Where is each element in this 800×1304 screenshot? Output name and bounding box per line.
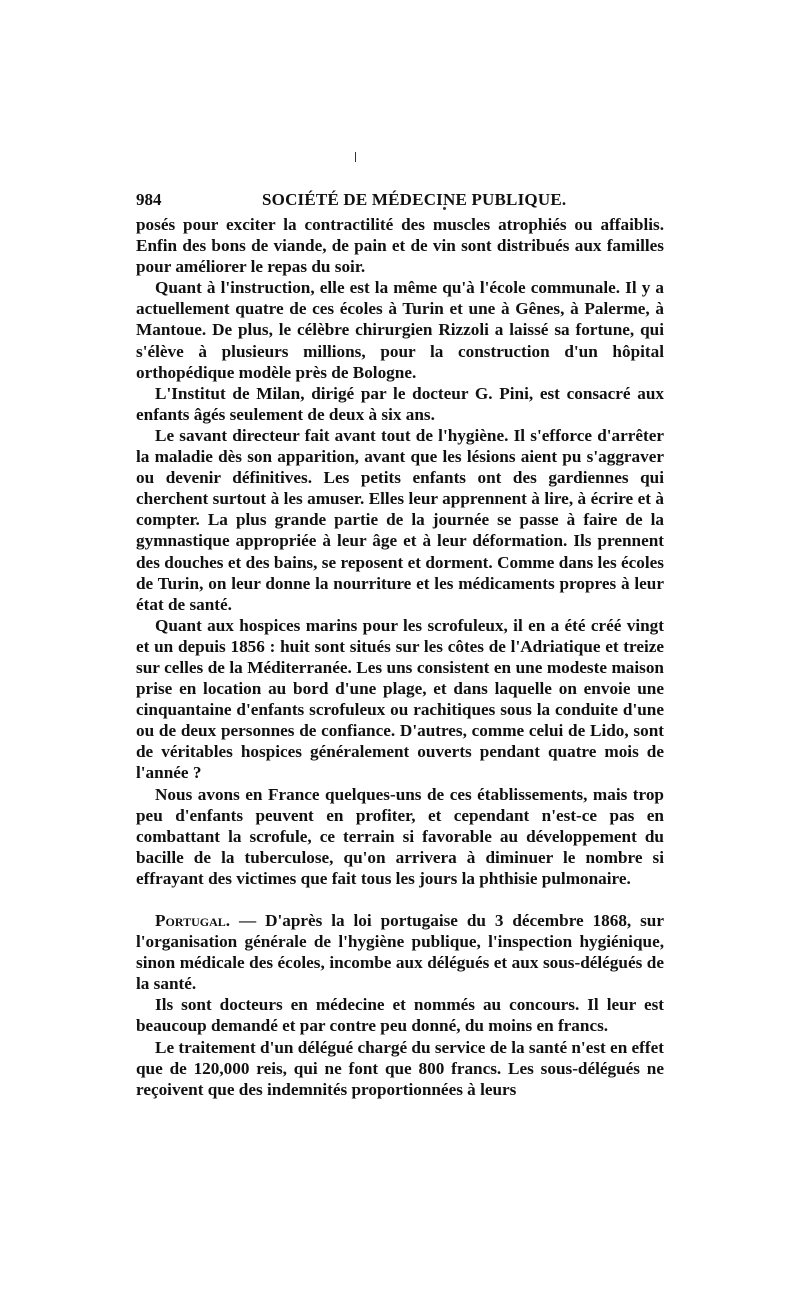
paragraph: Quant à l'instruction, elle est la même qu'à l'école communale. Il y a actuellement quatre de ces écoles à Turin et une à Gênes, à Palerme, à Mantoue. De plus, le célèbre chirurgien Rizzoli a laissé sa fortune, qui s'élève à plusieurs millions, pour la construction d'un hôpital orthopédique modèle près de Bologne. xyxy=(136,278,664,382)
running-header xyxy=(136,188,666,212)
running-title: SOCIÉTÉ DE MÉDECINE PUBLIQUE. xyxy=(262,190,567,209)
paragraph: Nous avons en France quelques-uns de ces établissements, mais trop peu d'enfants peuvent en profiter, et cependant n'est-ce pas en combattant la scrofule, ce terrain si favorable au développement du bacille de la tuberculose, qu'on arrivera à diminuer le nombre si effrayant des victimes que fait tous les jours la phthisie pulmonaire. xyxy=(136,784,664,888)
paragraph: Le savant directeur fait avant tout de l'hygiène. Il s'efforce d'arrêter la maladie dès son apparition, avant que les lésions aient pu s'aggraver ou devenir définitives. Les petits enfants ont des gardiennes qui cherchent surtout à les amuser. Elles leur apprennent à lire, à écrire et à compter. La plus grande partie de la journée se passe à faire de la gymnastique appropriée à leur âge et à leur déformation. Ils prennent des douches et des bains, se reposent et dorment. Comme dans les écoles de Turin, on leur donne la nourriture et les médicaments propres à leur état de santé. xyxy=(136,425,664,614)
paragraph-text: — D'après la loi portugaise du 3 décembre 1868, sur l'organisation générale de l'hygiène publique, l'inspection hygiénique, sinon médicale des écoles, incombe aux délégués et aux sous-délégués de la santé. xyxy=(136,911,664,994)
ink-speck xyxy=(355,152,356,162)
paragraph: posés pour exciter la contractilité des muscles atrophiés ou affaiblis. Enfin des bons de viande, de pain et de vin sont distribués aux familles pour améliorer le repas du soir. xyxy=(136,215,664,277)
section-paragraph-portugal xyxy=(136,910,664,994)
paragraph: L'Institut de Milan, dirigé par le docteur G. Pini, est consacré aux enfants âgés seulement de deux à six ans. xyxy=(136,383,664,424)
page-number: 984 xyxy=(136,190,162,209)
paragraph: Le traitement d'un délégué chargé du service de la santé n'est en effet que de 120,000 reis, qui ne font que 800 francs. Les sous-délégués ne reçoivent que des indemnités proportionnées à leurs xyxy=(136,1037,664,1099)
paragraph: Quant aux hospices marins pour les scrofuleux, il en a été créé vingt et un depuis 1856 : huit sont situés sur les côtes de l'Adriatique et treize sur celles de la Méditerranée. Les uns consistent en une modeste maison prise en location au bord d'une plage, et dans laquelle on envoie une cinquantaine d'enfants scrofuleux ou rachitiques sous la conduite d'une ou de deux personnes de confiance. D'autres, comme celui de Lido, sont de véritables hospices généralement ouverts pendant quatre mois de l'année ? xyxy=(136,615,664,783)
body-text xyxy=(136,214,664,1100)
section-lead: Portugal. xyxy=(155,911,231,930)
paragraph: Ils sont docteurs en médecine et nommés au concours. Il leur est beaucoup demandé et par contre peu donné, du moins en francs. xyxy=(136,995,664,1036)
